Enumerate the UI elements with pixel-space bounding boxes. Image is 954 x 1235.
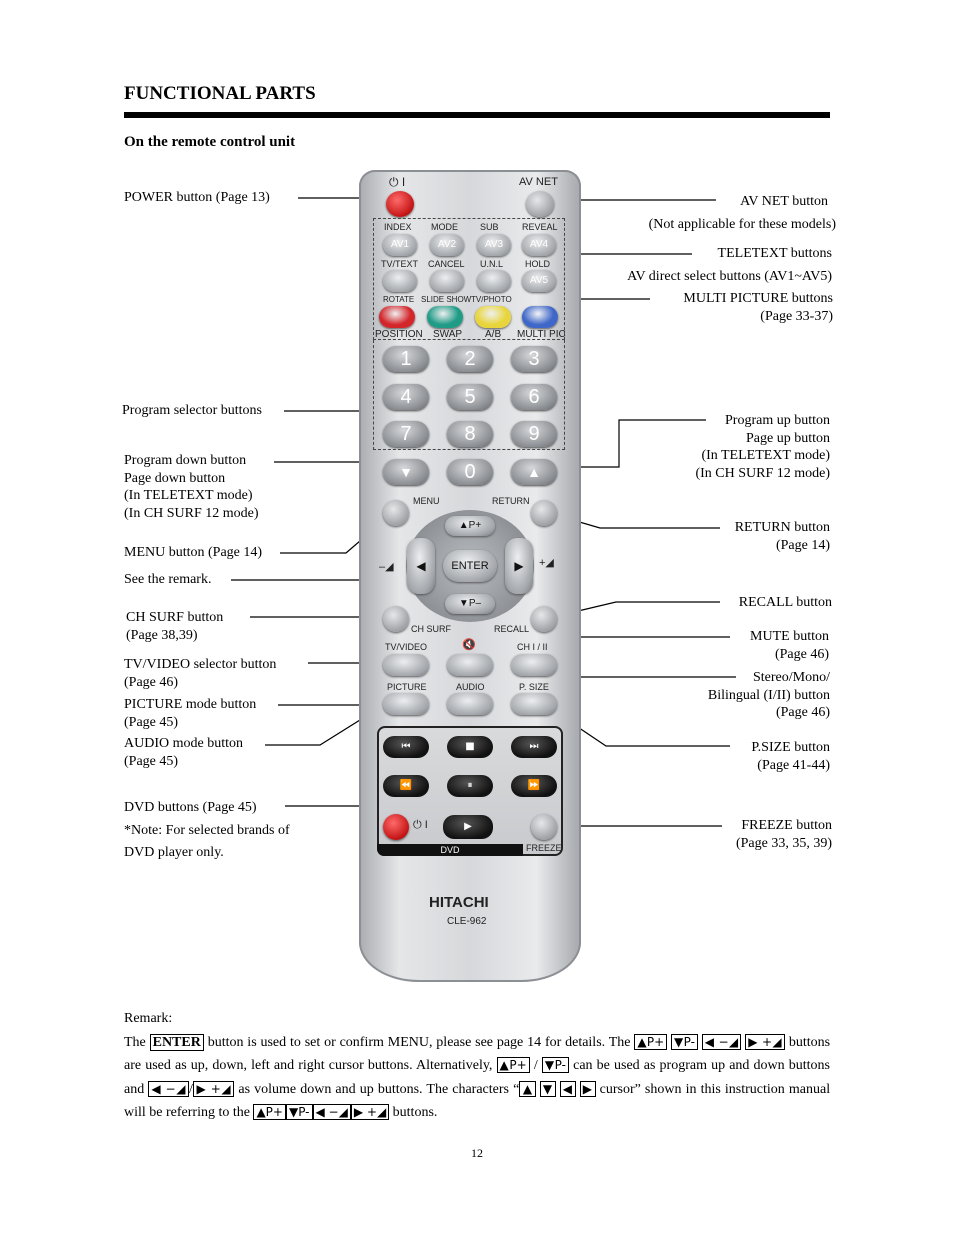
recall-text: RECALL [494, 624, 530, 634]
av4-button[interactable]: AV4 [522, 234, 556, 256]
audio-page: (Page 45) [124, 753, 179, 769]
p-minus-key-3: ▼P- [286, 1104, 313, 1120]
right-key: ▶ [580, 1081, 596, 1097]
remark-body [124, 1031, 830, 1125]
stereo-line: Stereo/Mono/ [753, 670, 830, 685]
blue-button[interactable] [522, 306, 558, 328]
menu-label: MENU button (Page 14) [124, 545, 263, 560]
volume-up-key: ▶ +◢ [745, 1034, 785, 1050]
p-plus-key-3: ▲P+ [253, 1104, 286, 1120]
page-up-line: Page up button [746, 430, 830, 446]
mute-button[interactable] [447, 654, 493, 676]
remark-slash-1: / [533, 1058, 538, 1073]
dvd-forward-button[interactable]: ⏩ [511, 775, 557, 797]
return-text: RETURN [492, 496, 530, 506]
program-up-label [695, 412, 830, 482]
hold-text: HOLD [525, 259, 551, 269]
return-page: (Page 14) [775, 537, 830, 553]
volume-up-button[interactable]: ▶ [505, 538, 533, 594]
picture-line: PICTURE mode button [124, 697, 257, 712]
page-title: FUNCTIONAL PARTS [124, 83, 316, 104]
av3-button[interactable]: AV3 [477, 234, 511, 256]
teletext-up-line: (In TELETEXT mode) [701, 448, 830, 463]
program-up-button[interactable]: ▲ [511, 459, 557, 485]
remark-slash-2: / [189, 1081, 193, 1097]
stereo-page: (Page 46) [775, 705, 830, 720]
remark-sentence-5: cursor” shown in this instruction manual will be referring to the [124, 1081, 831, 1120]
number-6-button[interactable]: 6 [511, 384, 557, 410]
recall-button[interactable] [531, 606, 557, 632]
recall-label: RECALL button [738, 595, 832, 610]
cancel-button[interactable] [430, 270, 464, 292]
psize-line: P.SIZE button [751, 740, 830, 755]
return-button[interactable] [531, 500, 557, 526]
audio-button[interactable] [447, 693, 493, 715]
power-label: POWER button (Page 13) [124, 190, 270, 205]
ab-text: A/B [485, 329, 502, 340]
unl-button[interactable] [477, 270, 511, 292]
model-number: CLE-962 [447, 916, 487, 927]
ch-surf-button[interactable] [383, 606, 409, 632]
power-symbol: ⏻ I [389, 175, 406, 189]
mode-text: MODE [431, 222, 458, 232]
p-plus-key: ▲P+ [634, 1034, 667, 1050]
tv-video-button[interactable] [383, 654, 429, 676]
remark-sentence-1: button is used to set or confirm MENU, please see page 14 for details. The [207, 1034, 631, 1050]
volume-down-key-2: ◀ −◢ [148, 1081, 189, 1097]
stereo-label [708, 669, 830, 722]
number-0-button[interactable]: 0 [447, 459, 493, 485]
section-subtitle: On the remote control unit [124, 134, 296, 150]
dvd-rewind-button[interactable]: ⏪ [383, 775, 429, 797]
psize-label [751, 739, 830, 774]
dvd-note-line: *Note: For selected brands of [124, 822, 290, 838]
enter-button[interactable]: ENTER [443, 550, 497, 582]
p-minus-key: ▼P- [671, 1034, 698, 1050]
dvd-label-bar: DVD [377, 844, 523, 856]
remark-title: Remark: [124, 1011, 173, 1026]
page-down-line: Page down button [124, 470, 226, 486]
page-number: 12 [471, 1146, 483, 1160]
dvd-stop-button[interactable]: ■ [447, 736, 493, 758]
ch-surf-mode-line: (In CH SURF 12 mode) [124, 505, 259, 521]
av-net-button[interactable] [526, 191, 554, 217]
p-plus-key-2: ▲P+ [497, 1057, 530, 1073]
yellow-button[interactable] [475, 306, 511, 328]
multi-picture-label [683, 290, 833, 325]
volume-up-key-2: ▶ +◢ [193, 1081, 234, 1097]
remark-sentence-4: as volume down and up buttons. The characters “ [238, 1081, 520, 1097]
teletext-label: TELETEXT buttons [717, 246, 832, 261]
tv-video-line: TV/VIDEO selector button [124, 657, 277, 672]
multi-picture-page: (Page 33-37) [760, 308, 833, 324]
av1-button[interactable]: AV1 [383, 234, 417, 256]
audio-line: AUDIO mode button [124, 736, 243, 751]
program-down-line: Program down button [124, 453, 247, 468]
number-1-button[interactable]: 1 [383, 346, 429, 372]
remark-sentence-6: buttons. [392, 1105, 438, 1120]
brand-logo: HITACHI [429, 894, 489, 911]
sub-text: SUB [480, 222, 499, 232]
tv-video-page: (Page 46) [124, 674, 179, 690]
picture-label [124, 696, 256, 731]
dvd-prev-button[interactable]: ⏮ [383, 736, 429, 758]
minus-volume-icon: –◢ [379, 561, 394, 573]
picture-page: (Page 45) [124, 714, 179, 730]
multi-pic-text: MULTI PIC [517, 329, 566, 340]
rotate-text: ROTATE [383, 295, 415, 304]
audio-label [124, 735, 243, 770]
p-minus-button[interactable]: ▼P– [445, 594, 495, 614]
p-plus-button[interactable]: ▲P+ [445, 516, 495, 536]
program-down-button[interactable]: ▼ [383, 459, 429, 485]
psize-page: (Page 41-44) [757, 757, 830, 773]
number-9-button[interactable]: 9 [511, 421, 557, 447]
freeze-button[interactable] [531, 814, 557, 840]
freeze-line: FREEZE button [741, 818, 832, 833]
red-button[interactable] [379, 306, 415, 328]
volume-down-button[interactable]: ◀ [407, 538, 435, 594]
av2-button[interactable]: AV2 [430, 234, 464, 256]
dvd-pause-button[interactable]: ⏸ [447, 775, 493, 797]
menu-button[interactable] [383, 500, 409, 526]
slide-show-text: SLIDE SHOW [421, 295, 472, 304]
av5-button[interactable]: AV5 [522, 270, 556, 292]
audio-text: AUDIO [456, 682, 485, 692]
freeze-text: FREEZE [526, 843, 562, 853]
mute-icon: 🔇 [462, 639, 476, 651]
ch-surf-label [126, 609, 223, 644]
number-7-button[interactable]: 7 [383, 421, 429, 447]
power-button[interactable] [386, 191, 414, 217]
number-3-button[interactable]: 3 [511, 346, 557, 372]
number-5-button[interactable]: 5 [447, 384, 493, 410]
remark-the: The [124, 1034, 146, 1050]
tv-video-label [124, 656, 276, 691]
dvd-next-button[interactable]: ⏭ [511, 736, 557, 758]
tv-video-text: TV/VIDEO [385, 642, 428, 652]
av-direct-label: AV direct select buttons (AV1~AV5) [627, 269, 832, 284]
ch-i-ii-button[interactable] [511, 654, 557, 676]
number-2-button[interactable]: 2 [447, 346, 493, 372]
dvd-power-text: ⏻ I [413, 819, 428, 831]
p-size-text: P. SIZE [519, 682, 549, 692]
remark-reference: See the remark. [124, 572, 212, 587]
volume-up-key-3: ▶ +◢ [351, 1104, 389, 1120]
menu-text: MENU [413, 496, 440, 506]
left-key: ◀ [560, 1081, 576, 1097]
plus-volume-icon: +◢ [539, 557, 554, 569]
cancel-text: CANCEL [428, 259, 465, 269]
dvd-power-button[interactable] [383, 814, 409, 840]
tv-photo-text: TV/PHOTO [471, 295, 512, 304]
enter-key: ENTER [150, 1034, 204, 1051]
dvd-label [124, 797, 290, 865]
tv-text-button[interactable] [383, 270, 417, 292]
remark-sentence-2: buttons are used as up, down, left and right cursor buttons. Alternatively, [124, 1034, 831, 1073]
remark-paragraph [124, 1008, 830, 1125]
number-4-button[interactable]: 4 [383, 384, 429, 410]
av-net-note: (Not applicable for these models) [648, 217, 836, 232]
dvd-line: DVD buttons (Page 45) [124, 800, 257, 815]
av-net-label: AV NET button [740, 194, 828, 209]
program-selector-label: Program selector buttons [122, 403, 262, 418]
tv-text-text: TV/TEXT [381, 259, 419, 269]
picture-text: PICTURE [387, 682, 427, 692]
ch-surf-text: CH SURF [411, 624, 451, 634]
return-label [735, 519, 830, 554]
ch-surf-up-line: (In CH SURF 12 mode) [695, 465, 830, 481]
program-down-label [124, 452, 259, 522]
ch-surf-line: CH SURF button [126, 610, 224, 625]
p-minus-key-2: ▼P- [542, 1057, 569, 1073]
program-up-line: Program up button [725, 413, 830, 428]
mute-label [750, 628, 829, 663]
reveal-text: REVEAL [522, 222, 558, 232]
freeze-label [736, 817, 832, 852]
index-text: INDEX [384, 222, 412, 232]
mute-page: (Page 46) [774, 646, 829, 662]
ch-i-ii-text: CH I / II [517, 642, 548, 652]
dvd-play-button[interactable]: ▶ [443, 815, 493, 839]
teletext-mode-line: (In TELETEXT mode) [124, 488, 253, 503]
picture-button[interactable] [383, 693, 429, 715]
number-8-button[interactable]: 8 [447, 421, 493, 447]
av-net-text: AV NET [519, 176, 558, 188]
bilingual-line: Bilingual (I/II) button [707, 687, 830, 703]
green-button[interactable] [427, 306, 463, 328]
return-line: RETURN button [734, 520, 830, 535]
volume-down-key: ◀ −◢ [702, 1034, 742, 1050]
up-key: ▲ [519, 1081, 535, 1097]
p-size-button[interactable] [511, 693, 557, 715]
volume-down-key-3: ◀ −◢ [313, 1104, 351, 1120]
multi-picture-line: MULTI PICTURE buttons [683, 291, 833, 306]
down-key: ▼ [540, 1081, 556, 1097]
freeze-page: (Page 33, 35, 39) [735, 835, 832, 851]
position-text: POSITION [375, 329, 423, 340]
remote-control-illustration [359, 170, 581, 982]
dvd-only-line: DVD player only. [124, 845, 224, 860]
remark-sentence-3: can be used as program up and down buttons and [124, 1058, 831, 1097]
ch-surf-page: (Page 38,39) [126, 627, 198, 643]
swap-text: SWAP [433, 329, 463, 340]
unl-text: U.N.L [480, 259, 504, 269]
mute-line: MUTE button [750, 629, 829, 644]
